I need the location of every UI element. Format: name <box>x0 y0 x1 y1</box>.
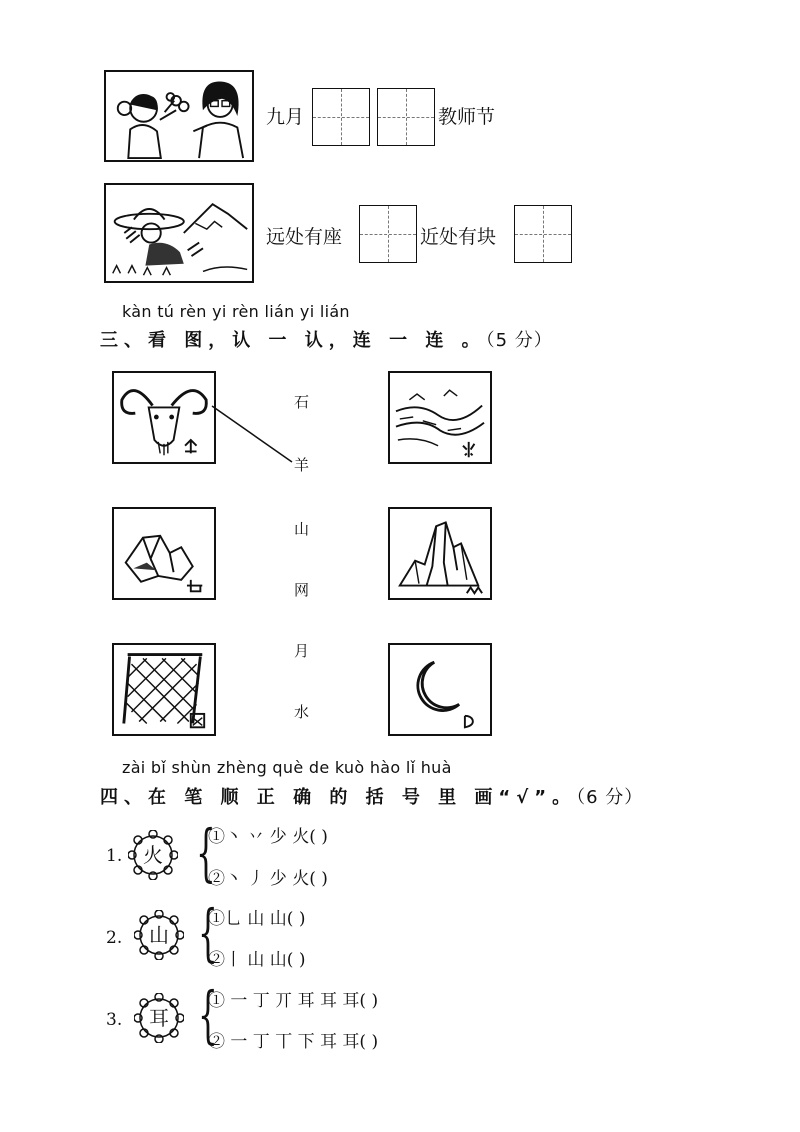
question-3-number: 3. <box>106 1010 123 1030</box>
question-3-option-2[interactable]: ② 一 丁 丅 下 耳 耳( ) <box>208 1032 379 1052</box>
question-1-option-2[interactable]: ②丶 丿 少 火( ) <box>208 869 328 889</box>
question-3-brace: { <box>198 978 218 1051</box>
flower-frame-1 <box>128 830 178 880</box>
net-picture[interactable] <box>112 643 216 736</box>
rock-picture[interactable] <box>112 507 216 600</box>
question-2-option-2[interactable]: ②丨 山 山( ) <box>208 950 306 970</box>
river-picture[interactable] <box>388 371 492 464</box>
answer-grid-1[interactable] <box>312 88 370 146</box>
section3-score: （5 分） <box>485 330 553 351</box>
char-shi[interactable]: 石 <box>294 393 310 411</box>
question-2-char: 山 <box>149 923 169 947</box>
question-2-option-1[interactable]: ①乚 山 山( ) <box>208 909 306 929</box>
question-3-char: 耳 <box>149 1006 169 1030</box>
char-wang[interactable]: 网 <box>294 581 310 599</box>
question-2-brace: { <box>198 896 218 969</box>
teachers-day-picture <box>104 70 254 162</box>
char-shan[interactable]: 山 <box>294 520 310 538</box>
section4-pinyin: zài bǐ shùn zhèng què de kuò hào lǐ huà <box>122 758 452 777</box>
char-shui[interactable]: 水 <box>294 703 310 721</box>
row2-after-text: 近处有块 <box>420 226 497 248</box>
farmer-picture <box>104 183 254 283</box>
mountain-picture[interactable] <box>388 507 492 600</box>
example-connect-line <box>210 404 294 464</box>
section4-title <box>100 783 643 809</box>
section4-title-text: 四、在 笔 顺 正 确 的 括 号 里 画“√”。 <box>100 787 577 808</box>
question-1-brace: { <box>196 816 216 889</box>
row2-before-text: 远处有座 <box>266 226 343 248</box>
ram-picture[interactable] <box>112 371 216 464</box>
char-yang[interactable]: 羊 <box>294 456 310 474</box>
row1-after-text: 教师节 <box>438 106 496 128</box>
row1-before-text: 九月 <box>266 106 305 128</box>
flower-frame-2 <box>134 910 184 960</box>
question-3-option-1[interactable]: ① 一 丁 丌 耳 耳 耳( ) <box>208 991 379 1011</box>
flower-frame-3 <box>134 993 184 1043</box>
answer-grid-3[interactable] <box>359 205 417 263</box>
moon-picture[interactable] <box>388 643 492 736</box>
answer-grid-2[interactable] <box>377 88 435 146</box>
question-2-number: 2. <box>106 928 123 948</box>
section4-score: （6 分） <box>576 787 644 808</box>
answer-grid-4[interactable] <box>514 205 572 263</box>
question-1-char: 火 <box>143 843 163 867</box>
section3-title-text: 三、看 图，认 一 认，连 一 连 。 <box>100 330 486 351</box>
section3-title <box>100 326 553 352</box>
char-yue[interactable]: 月 <box>294 642 310 660</box>
question-1-number: 1. <box>106 846 123 866</box>
question-1-option-1[interactable]: ①丶 丷 少 火( ) <box>208 827 328 847</box>
section3-pinyin: kàn tú rèn yi rèn lián yi lián <box>122 302 350 321</box>
